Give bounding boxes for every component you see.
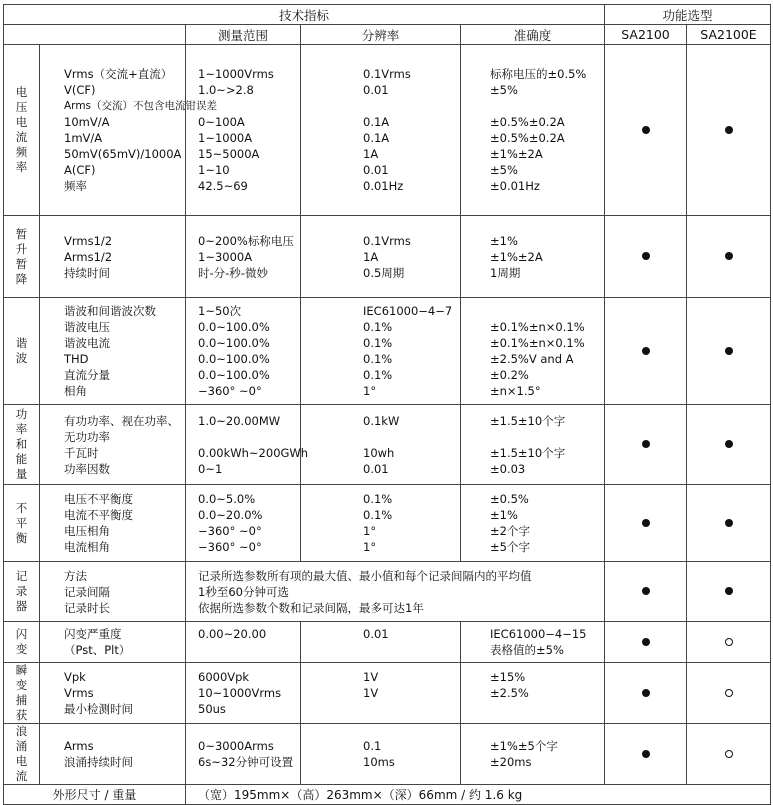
- range-cell-line: [198, 429, 300, 445]
- filled-circle-icon: [642, 587, 650, 595]
- param-cell: [40, 663, 186, 724]
- range-cell-line: 0.00~20.00: [198, 627, 267, 641]
- range-cell-line: 6000Vpk: [198, 670, 250, 684]
- accuracy-cell-line: 标称电压的±0.5%: [490, 67, 587, 81]
- accuracy-cell-line: ±2.5%V and A: [490, 352, 574, 366]
- resolution-cell-line: IEC61000−4−7: [363, 304, 453, 318]
- category-char: 涌: [15, 739, 28, 753]
- accuracy-cell-line: ±n×1.5°: [490, 384, 541, 398]
- category-char: 率: [15, 160, 28, 174]
- range-header: 测量范围: [186, 25, 301, 45]
- param-cell-line: （Pst、Plt）: [64, 643, 131, 657]
- accuracy-cell-line: 表格值的±5%: [490, 643, 564, 657]
- category-label: [4, 405, 40, 485]
- range-cell-line: 10~1000Vrms: [198, 686, 282, 700]
- model-b-support: [687, 298, 771, 405]
- param-cell-line: 有功功率、视在功率、: [64, 413, 179, 428]
- category-char: 不: [15, 500, 28, 515]
- range-cell-line: 0.0~20.0%: [198, 508, 263, 522]
- filled-circle-icon: [642, 689, 650, 697]
- resolution-cell-line: 1A: [363, 147, 379, 161]
- category-label: [4, 724, 40, 785]
- accuracy-cell-line: ±0.5%: [490, 492, 529, 506]
- accuracy-cell-line: ±1%: [490, 508, 518, 522]
- spec-row: [4, 485, 771, 562]
- model-a-support: [605, 45, 687, 216]
- model-b-support: [687, 405, 771, 485]
- resolution-cell-line: 0.1kW: [363, 413, 400, 428]
- category-char: 电: [15, 754, 28, 768]
- range-cell-line: 1~1000Vrms: [198, 67, 274, 81]
- accuracy-cell-line: [490, 303, 604, 319]
- category-char: 和: [15, 437, 28, 451]
- range-cell: [186, 724, 301, 785]
- model-b-support: [687, 485, 771, 562]
- accuracy-cell: [461, 485, 605, 562]
- accuracy-cell-line: ±0.2%: [490, 368, 529, 382]
- resolution-cell-line: [363, 642, 460, 658]
- dimension-label: 外形尺寸 / 重量: [4, 785, 186, 805]
- param-cell-line: Vrms: [64, 686, 94, 700]
- model-b-support: [687, 562, 771, 622]
- accuracy-cell-line: ±0.5%±0.2A: [490, 115, 565, 129]
- filled-circle-icon: [642, 519, 650, 527]
- resolution-cell: [301, 485, 461, 562]
- resolution-cell-line: 0.1%: [363, 336, 393, 350]
- range-cell-line: 0~200%标称电压: [198, 233, 294, 248]
- spec-table: [3, 4, 771, 805]
- resolution-cell-line: 0.01Hz: [363, 179, 404, 193]
- range-cell-line: 0.0~5.0%: [198, 492, 256, 506]
- spec-row: [4, 45, 771, 216]
- param-cell: [40, 562, 186, 622]
- filled-circle-icon: [725, 440, 733, 448]
- accuracy-cell-line: ±2个字: [490, 524, 530, 538]
- category-char: 压: [15, 100, 28, 114]
- range-cell: [186, 663, 301, 724]
- accuracy-cell-line: 1周期: [490, 265, 521, 280]
- accuracy-cell-line: ±15%: [490, 670, 526, 684]
- param-cell: [40, 724, 186, 785]
- param-cell-line: 相角: [64, 384, 87, 398]
- range-cell-line: 1~1000A: [198, 131, 253, 145]
- range-cell-line: 1~10: [198, 163, 230, 177]
- category-label: [4, 562, 40, 622]
- category-char: 能: [15, 452, 28, 466]
- range-cell-line: 0~100A: [198, 115, 245, 129]
- resolution-cell-line: 0.1%: [363, 320, 393, 334]
- range-cell-line: 0.0~100.0%: [198, 336, 270, 350]
- category-char: 录: [15, 584, 28, 598]
- range-cell-line: 42.5~69: [198, 179, 248, 193]
- category-char: 量: [15, 467, 28, 481]
- accuracy-cell-line: ±1%: [490, 233, 518, 248]
- resolution-cell-line: [363, 98, 460, 114]
- range-cell-line: 0.0~100.0%: [198, 352, 270, 366]
- note-cell-line: 依据所选参数个数和记录间隔，最多可达1年: [198, 600, 424, 615]
- accuracy-cell-line: ±5%: [490, 83, 518, 97]
- param-cell-line: Vpk: [64, 670, 86, 684]
- accuracy-cell-line: ±5个字: [490, 540, 530, 554]
- filled-circle-icon: [642, 126, 650, 134]
- param-cell-line: 电流相角: [64, 540, 110, 554]
- resolution-cell: [301, 405, 461, 485]
- accuracy-header: 准确度: [461, 25, 605, 45]
- resolution-cell-line: 0.1%: [363, 508, 393, 522]
- range-cell-line: 0~3000Arms: [198, 739, 274, 753]
- range-cell-line: −360° ~0°: [198, 540, 262, 554]
- param-cell-line: 谐波和间谐波次数: [64, 304, 156, 318]
- category-char: 浪: [15, 724, 28, 738]
- range-cell: [186, 298, 301, 405]
- model-b-support: [687, 724, 771, 785]
- param-cell: [40, 485, 186, 562]
- model-a-support: [605, 405, 687, 485]
- note-cell: [186, 562, 605, 622]
- func-select-header: 功能选型: [605, 5, 771, 25]
- filled-circle-icon: [725, 519, 733, 527]
- model-a-support: [605, 724, 687, 785]
- resolution-cell-line: 0.1Vrms: [363, 67, 411, 81]
- param-cell-line: 10mV/A: [64, 115, 110, 129]
- resolution-cell: [301, 622, 461, 663]
- resolution-cell-line: 0.1%: [363, 492, 393, 506]
- filled-circle-icon: [642, 638, 650, 646]
- category-char: 闪: [15, 627, 28, 641]
- model-a-support: [605, 216, 687, 298]
- range-cell-line: 1.0~20.00MW: [198, 413, 281, 428]
- range-cell-line: [198, 642, 300, 658]
- category-char: 器: [15, 599, 28, 613]
- accuracy-cell-line: IEC61000−4−15: [490, 627, 587, 641]
- accuracy-cell: [461, 724, 605, 785]
- category-label: [4, 663, 40, 724]
- blank-header: [4, 25, 186, 45]
- param-cell-line: 电压相角: [64, 524, 110, 538]
- param-cell-line: 浪涌持续时间: [64, 755, 133, 769]
- hollow-circle-icon: [725, 750, 733, 758]
- category-label: [4, 298, 40, 405]
- range-cell-line: 6s~32分钟可设置: [198, 755, 294, 769]
- category-char: 暂: [15, 226, 28, 241]
- param-cell: [40, 622, 186, 663]
- accuracy-cell-line: ±1.5±10个字: [490, 445, 566, 460]
- resolution-cell: [301, 724, 461, 785]
- range-cell-line: 时-分-秒-微妙: [198, 265, 268, 280]
- param-cell-line: 直流分量: [64, 368, 110, 382]
- category-char: 变: [15, 642, 28, 656]
- accuracy-cell-line: ±1%±2A: [490, 147, 543, 161]
- param-cell-line: 1mV/A: [64, 131, 103, 145]
- model-a-support: [605, 562, 687, 622]
- category-char: 平: [15, 515, 28, 530]
- category-char: 功: [15, 407, 28, 421]
- accuracy-cell-line: ±1%±2A: [490, 249, 543, 264]
- model-a-support: [605, 622, 687, 663]
- range-cell-line: 50us: [198, 702, 226, 716]
- spec-row: [4, 663, 771, 724]
- resolution-cell-line: 10wh: [363, 445, 395, 460]
- filled-circle-icon: [725, 347, 733, 355]
- range-cell: [186, 45, 301, 216]
- param-cell-line: 方法: [64, 568, 87, 583]
- accuracy-cell-line: ±0.1%±n×0.1%: [490, 320, 585, 334]
- accuracy-cell-line: [490, 98, 604, 114]
- resolution-header: 分辨率: [301, 25, 461, 45]
- model-b-support: [687, 45, 771, 216]
- param-cell-line: Vrms（交流+直流）: [64, 67, 173, 81]
- filled-circle-icon: [642, 750, 650, 758]
- category-label: [4, 45, 40, 216]
- spec-row: [4, 562, 771, 622]
- category-char: 谐: [15, 336, 28, 350]
- range-cell-line: 1.0~>2.8: [198, 83, 254, 97]
- category-char: 变: [15, 678, 28, 692]
- accuracy-cell-line: ±1.5±10个字: [490, 413, 566, 428]
- resolution-cell-line: 0.1%: [363, 368, 393, 382]
- tech-spec-header: 技术指标: [4, 5, 605, 25]
- resolution-cell-line: 0.1%: [363, 352, 393, 366]
- accuracy-cell-line: [490, 701, 604, 717]
- accuracy-cell: [461, 405, 605, 485]
- category-char: 降: [15, 271, 28, 286]
- range-cell-line: 0~1: [198, 461, 223, 476]
- resolution-cell-line: 0.01: [363, 461, 389, 476]
- range-cell-line: 0.0~100.0%: [198, 368, 270, 382]
- model-a-support: [605, 663, 687, 724]
- category-char: 获: [15, 708, 28, 722]
- param-cell-line: 谐波电流: [64, 336, 110, 350]
- model-b-header: SA2100E: [687, 25, 771, 45]
- resolution-cell-line: 10ms: [363, 755, 395, 769]
- category-char: 流: [15, 130, 28, 144]
- spec-row: [4, 216, 771, 298]
- category-char: 衡: [15, 530, 28, 545]
- resolution-cell: [301, 663, 461, 724]
- range-cell: [186, 485, 301, 562]
- resolution-cell-line: 0.5周期: [363, 265, 405, 280]
- accuracy-cell-line: ±20ms: [490, 755, 532, 769]
- filled-circle-icon: [725, 252, 733, 260]
- accuracy-cell: [461, 622, 605, 663]
- resolution-cell-line: 1V: [363, 686, 379, 700]
- spec-row: [4, 298, 771, 405]
- param-cell-line: THD: [64, 352, 89, 366]
- range-cell-line: 1~3000A: [198, 249, 253, 264]
- resolution-cell-line: 0.1Vrms: [363, 233, 411, 248]
- category-label: [4, 485, 40, 562]
- resolution-cell: [301, 216, 461, 298]
- accuracy-cell: [461, 663, 605, 724]
- param-cell-line: 闪变严重度: [64, 627, 122, 641]
- category-char: 波: [15, 351, 28, 365]
- category-label: [4, 622, 40, 663]
- category-char: 升: [15, 241, 28, 256]
- model-b-support: [687, 663, 771, 724]
- resolution-cell-line: 0.01: [363, 163, 389, 177]
- hollow-circle-icon: [725, 689, 733, 697]
- resolution-cell-line: 0.01: [363, 83, 389, 97]
- param-cell-line: Arms（交流）不包含电流钳误差: [64, 100, 218, 112]
- param-cell-line: Vrms1/2: [64, 233, 113, 248]
- param-cell-line: Arms1/2: [64, 249, 113, 264]
- category-char: 瞬: [15, 663, 28, 677]
- param-cell-line: Arms: [64, 739, 94, 753]
- resolution-cell-line: 0.1: [363, 739, 382, 753]
- param-cell-line: 无功功率: [64, 429, 110, 444]
- filled-circle-icon: [725, 587, 733, 595]
- param-cell: [40, 298, 186, 405]
- range-cell-line: 0.00kWh~200GWh: [198, 445, 309, 460]
- resolution-cell-line: 0.01: [363, 627, 389, 641]
- accuracy-cell: [461, 216, 605, 298]
- spec-row: [4, 622, 771, 663]
- spec-row: [4, 724, 771, 785]
- filled-circle-icon: [642, 347, 650, 355]
- range-cell-line: −360° ~0°: [198, 384, 262, 398]
- accuracy-cell-line: ±2.5%: [490, 686, 529, 700]
- accuracy-cell-line: ±5%: [490, 163, 518, 177]
- param-cell-line: 电压不平衡度: [64, 492, 133, 506]
- hollow-circle-icon: [725, 638, 733, 646]
- param-cell-line: 最小检测时间: [64, 702, 133, 716]
- resolution-cell-line: 1°: [363, 540, 377, 554]
- category-char: 频: [15, 145, 28, 159]
- param-cell: [40, 405, 186, 485]
- param-cell-line: 谐波电压: [64, 320, 110, 334]
- accuracy-cell-line: ±0.1%±n×0.1%: [490, 336, 585, 350]
- range-cell-line: 1~50次: [198, 304, 242, 318]
- note-cell-line: 记录所选参数所有项的最大值、最小值和每个记录间隔内的平均值: [198, 568, 532, 583]
- filled-circle-icon: [642, 440, 650, 448]
- model-b-support: [687, 216, 771, 298]
- category-char: 流: [15, 769, 28, 783]
- range-cell-line: 0.0~100.0%: [198, 320, 270, 334]
- model-a-support: [605, 298, 687, 405]
- param-cell-line: 记录时长: [64, 600, 110, 615]
- note-cell-line: 1秒至60分钟可选: [198, 584, 289, 599]
- spec-row: [4, 405, 771, 485]
- resolution-cell: [301, 298, 461, 405]
- model-a-support: [605, 485, 687, 562]
- filled-circle-icon: [725, 126, 733, 134]
- accuracy-cell-line: ±0.5%±0.2A: [490, 131, 565, 145]
- category-char: 捕: [15, 693, 28, 707]
- category-char: 率: [15, 422, 28, 436]
- resolution-cell-line: 1°: [363, 524, 377, 538]
- resolution-cell-line: 1A: [363, 249, 379, 264]
- resolution-cell-line: 1V: [363, 670, 379, 684]
- range-cell-line: 15~5000A: [198, 147, 260, 161]
- accuracy-cell-line: ±1%±5个字: [490, 739, 558, 753]
- accuracy-cell: [461, 45, 605, 216]
- resolution-cell-line: [363, 429, 460, 445]
- accuracy-cell-line: ±0.01Hz: [490, 179, 540, 193]
- accuracy-cell-line: [490, 429, 604, 445]
- param-cell-line: 频率: [64, 179, 87, 193]
- param-cell: [40, 216, 186, 298]
- filled-circle-icon: [642, 252, 650, 260]
- category-label: [4, 216, 40, 298]
- model-b-support: [687, 622, 771, 663]
- param-cell-line: 持续时间: [64, 265, 110, 280]
- resolution-cell-line: 0.1A: [363, 115, 390, 129]
- range-cell: [186, 216, 301, 298]
- resolution-cell-line: 0.1A: [363, 131, 390, 145]
- resolution-cell-line: [363, 701, 460, 717]
- param-cell-line: 千瓦时: [64, 445, 99, 460]
- param-cell-line: V(CF): [64, 83, 96, 97]
- category-char: 记: [15, 569, 28, 583]
- range-cell: [186, 622, 301, 663]
- accuracy-cell-line: ±0.03: [490, 461, 526, 476]
- resolution-cell: [301, 45, 461, 216]
- param-cell-line: 功率因数: [64, 461, 110, 476]
- category-char: 暂: [15, 256, 28, 271]
- param-cell-line: 记录间隔: [64, 584, 110, 599]
- param-cell-line: A(CF): [64, 163, 96, 177]
- resolution-cell-line: 1°: [363, 384, 377, 398]
- accuracy-cell: [461, 298, 605, 405]
- model-a-header: SA2100: [605, 25, 687, 45]
- range-cell: [186, 405, 309, 485]
- dimension-value: （宽）195mm×（高）263mm×（深）66mm / 约 1.6 kg: [186, 785, 771, 805]
- category-char: 电: [15, 85, 28, 99]
- param-cell-line: 电流不平衡度: [64, 508, 133, 522]
- param-cell-line: 50mV(65mV)/1000A: [64, 147, 182, 161]
- range-cell-line: −360° ~0°: [198, 524, 262, 538]
- category-char: 电: [15, 115, 28, 129]
